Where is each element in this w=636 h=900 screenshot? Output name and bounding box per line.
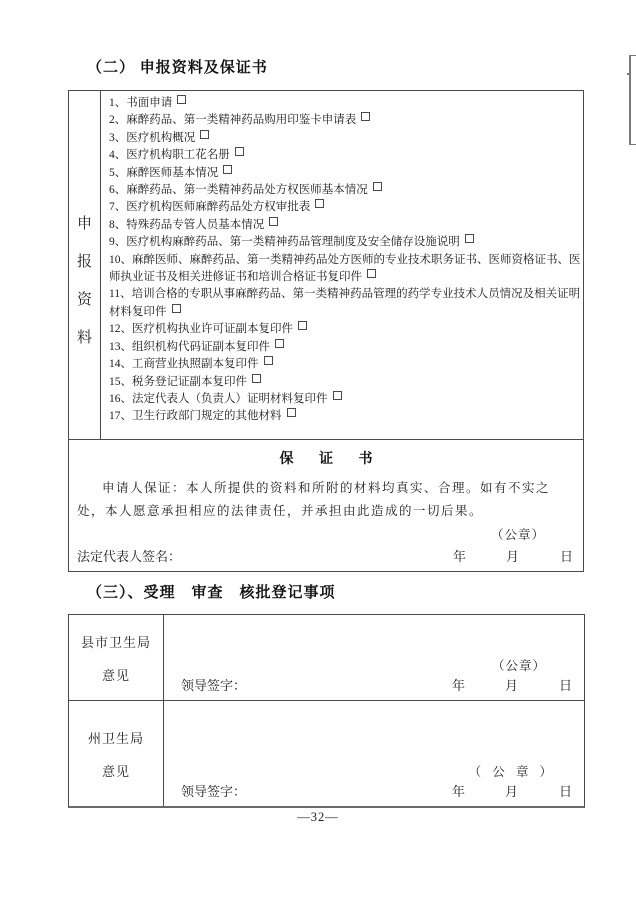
checklist-item xyxy=(109,199,582,216)
checklist-item xyxy=(109,147,582,164)
prefecture-health-bureau-row xyxy=(69,701,584,806)
leader-signature-label: 领导签字： xyxy=(181,784,247,799)
row-header-char: 料 xyxy=(76,329,92,346)
row-header-char: 资 xyxy=(76,291,92,308)
date-fields xyxy=(452,675,572,694)
item-checkbox[interactable] xyxy=(465,234,474,243)
checklist-item-text: 16、法定代表人（负责人）证明材料复印件 xyxy=(109,392,328,405)
declaration-table xyxy=(68,90,584,572)
checklist-item xyxy=(109,391,582,408)
guarantee-date-fields xyxy=(453,546,573,565)
row-header-declaration-materials xyxy=(69,91,101,439)
materials-checklist xyxy=(102,91,584,439)
item-checkbox[interactable] xyxy=(172,304,181,313)
checklist-item xyxy=(109,95,582,112)
checklist-item-text: 1、书面申请 xyxy=(109,97,173,109)
checklist-item-text: 13、组织机构代码证副本复印件 xyxy=(109,340,270,353)
org-name: 州卫生局 xyxy=(87,730,144,746)
county-health-bureau-header xyxy=(69,615,164,700)
guarantee-signature-row xyxy=(77,546,573,565)
seal-label: （公章） xyxy=(491,659,546,673)
checklist-item xyxy=(109,217,582,234)
date-month-label: 月 xyxy=(504,678,518,693)
checklist-item-text: 2、麻醉药品、第一类精神药品购用印鉴卡申请表 xyxy=(109,114,357,127)
date-day-label: 日 xyxy=(558,678,572,693)
date-day-label: 日 xyxy=(559,549,573,564)
prefecture-health-bureau-header xyxy=(69,701,164,806)
checklist-item-text: 12、医疗机构执业许可证副本复印件 xyxy=(109,323,293,336)
item-checkbox[interactable] xyxy=(287,408,296,417)
section-three-title: （三）、受理 审查 核批登记事项 xyxy=(87,585,336,601)
checklist-item xyxy=(109,408,582,425)
checklist-item xyxy=(109,112,582,129)
item-checkbox[interactable] xyxy=(367,269,376,278)
checklist-item-text: 17、卫生行政部门规定的其他材料 xyxy=(109,410,282,423)
edge-box-tick xyxy=(627,73,631,75)
row-header-char: 申 xyxy=(76,215,92,232)
date-year-label: 年 xyxy=(452,549,466,564)
leader-signature-label: 领导签字： xyxy=(181,678,247,693)
county-health-bureau-row xyxy=(69,615,584,701)
opinion-label: 意见 xyxy=(101,667,130,683)
checklist-item xyxy=(109,182,582,199)
item-checkbox[interactable] xyxy=(235,147,244,156)
guarantee-seal-label: （公章） xyxy=(490,528,545,542)
checklist-item xyxy=(109,356,582,373)
checklist-item-text: 15、税务登记证副本复印件 xyxy=(109,375,247,388)
org-name: 县市卫生局 xyxy=(80,634,151,650)
checklist-item xyxy=(109,252,582,287)
checklist-item xyxy=(109,286,582,321)
checklist-item-text: 9、医疗机构麻醉药品、第一类精神药品管理制度及安全储存设施说明 xyxy=(109,236,460,249)
checklist-item-text: 7、医疗机构医师麻醉药品处方权审批表 xyxy=(109,201,311,214)
checklist-item-text: 5、麻醉医师基本情况 xyxy=(109,166,219,179)
row-header-char: 报 xyxy=(76,253,92,270)
checklist-item xyxy=(109,130,582,147)
checklist-item xyxy=(109,321,582,338)
prefecture-opinion-cell xyxy=(164,701,584,806)
date-fields xyxy=(452,781,572,800)
item-checkbox[interactable] xyxy=(298,321,307,330)
date-day-label: 日 xyxy=(558,784,572,799)
checklist-item-text: 11、培训合格的专职从事麻醉药品、第一类精神药品管理的药学专业技术人员情况及相关证明材料复印件 xyxy=(109,288,581,318)
item-checkbox[interactable] xyxy=(264,356,273,365)
guarantee-title: 保 证 书 xyxy=(279,452,384,467)
item-checkbox[interactable] xyxy=(223,165,232,174)
section-two-title: （二） 申报资料及保证书 xyxy=(87,60,268,76)
opinion-label: 意见 xyxy=(101,763,130,779)
date-year-label: 年 xyxy=(451,678,465,693)
checklist-item xyxy=(109,339,582,356)
checklist-item-text: 14、工商营业执照副本复印件 xyxy=(109,358,259,371)
item-checkbox[interactable] xyxy=(373,182,382,191)
item-checkbox[interactable] xyxy=(252,374,261,383)
item-checkbox[interactable] xyxy=(269,217,278,226)
item-checkbox[interactable] xyxy=(333,391,342,400)
approval-table xyxy=(68,614,585,808)
item-checkbox[interactable] xyxy=(315,199,324,208)
item-checkbox[interactable] xyxy=(200,130,209,139)
checklist-item xyxy=(109,234,582,251)
item-checkbox[interactable] xyxy=(177,95,186,104)
date-month-label: 月 xyxy=(505,549,519,564)
checklist-item-text: 6、麻醉药品、第一类精神药品处方权医师基本情况 xyxy=(109,184,368,197)
checklist-item-text: 8、特殊药品专管人员基本情况 xyxy=(109,218,265,231)
page-number: —32— xyxy=(297,810,339,824)
legal-representative-signature-label: 法定代表人签名： xyxy=(77,549,182,564)
guarantee-body: 申请人保证：本人所提供的资料和所附的材料均真实、合理。如有不实之处，本人愿意承担相应的法律责任，并承担由此造成的一切后果。 xyxy=(77,481,551,518)
checklist-item xyxy=(109,165,582,182)
checklist-item xyxy=(109,374,582,391)
checklist-item-text: 3、医疗机构概况 xyxy=(109,131,196,144)
seal-label: （ 公 章 ） xyxy=(468,765,556,779)
guarantee-section xyxy=(69,439,583,572)
checklist-item-text: 4、医疗机构职工花名册 xyxy=(109,149,230,162)
date-year-label: 年 xyxy=(451,784,465,799)
item-checkbox[interactable] xyxy=(361,112,370,121)
county-opinion-cell xyxy=(164,615,584,700)
checklist-item-text: 10、麻醉医师、麻醉药品、第一类精神药品处方医师的专业技术职务证书、医师资格证书、医师执业证书及相关进修证书和培训合格证书复印件 xyxy=(109,253,581,284)
cropped-edge-box xyxy=(629,55,636,145)
date-month-label: 月 xyxy=(504,784,518,799)
item-checkbox[interactable] xyxy=(275,339,284,348)
